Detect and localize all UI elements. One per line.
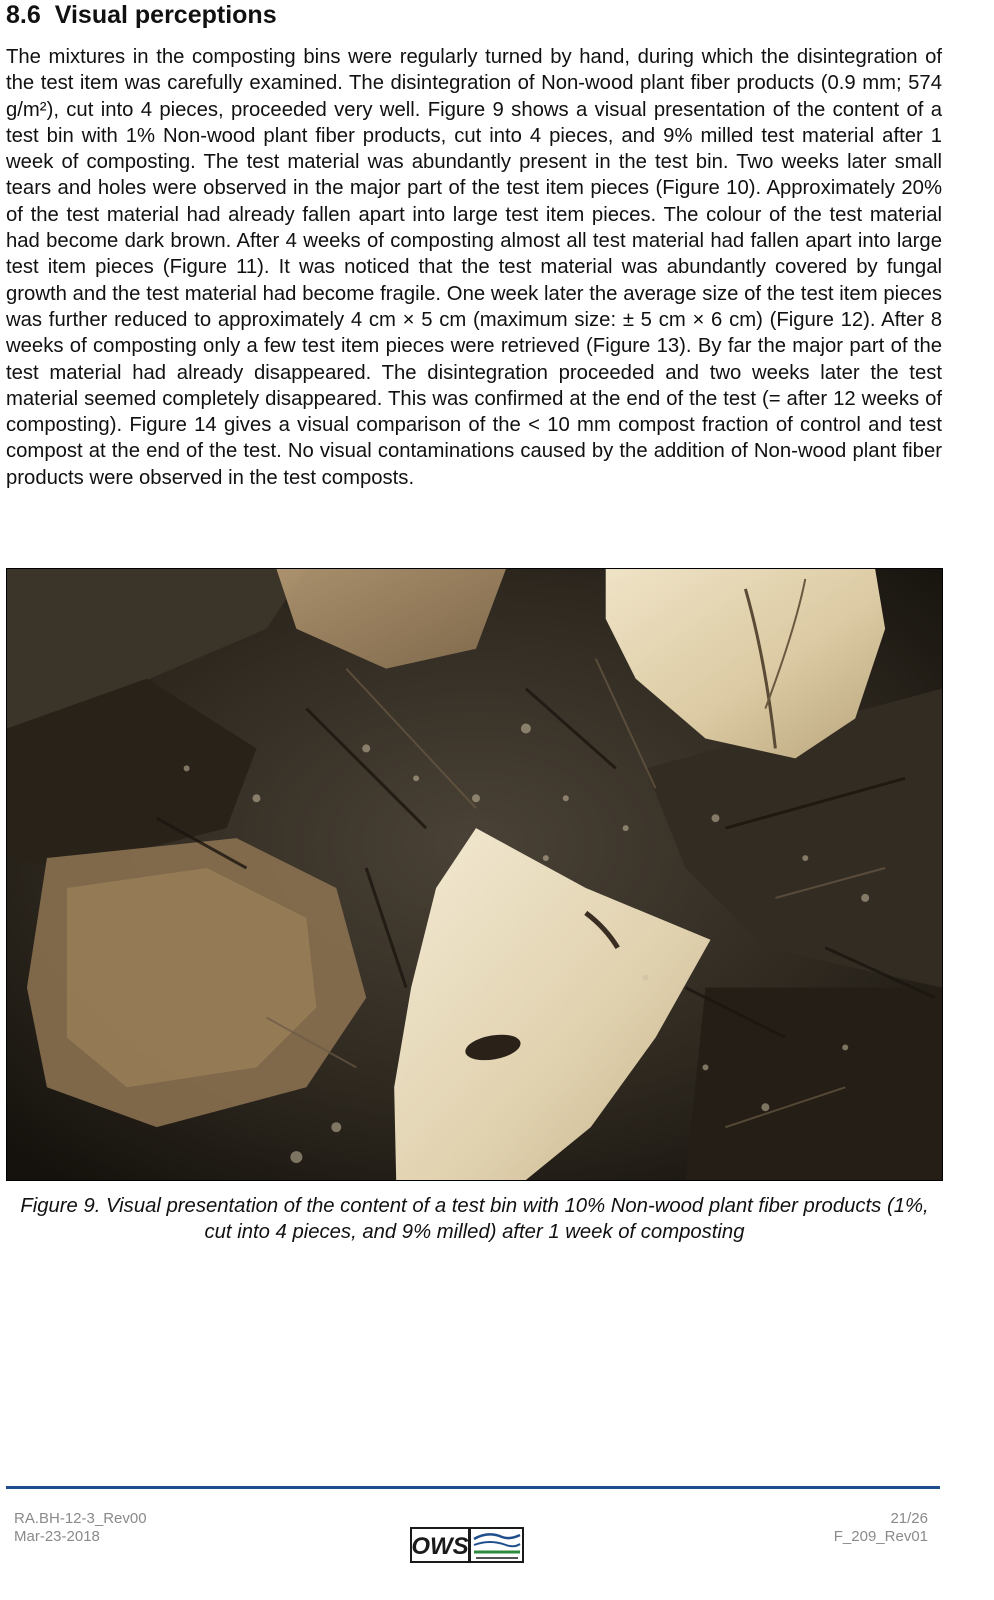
footer-divider [6,1486,940,1489]
section-number: 8.6 [6,1,41,29]
body-paragraph: The mixtures in the composting bins were regularly turned by hand, during which the disintegration of the test item was carefully examined. The disintegration of Non-wood plant fiber products (0.9 mm; 574 g/m²), cut into 4 pieces, proceeded very well. Figure 9 shows a visual presentation of the content of a test bin with 1% Non-wood plant fiber products, cut into 4 pieces, and 9% milled test material after 1 week of composting. The test material was abundantly present in the test bin. Two weeks later small tears and holes were observed in the major part of the test item pieces (Figure 10). Approximately 20% of the test material had already fallen apart into large test item pieces. The colour of the test material had become dark brown. After 4 weeks of composting almost all test material had fallen apart into large test item pieces (Figure 11). It was noticed that the test material was abundantly covered by fungal growth and the test material had become fragile. One week later the average size of the test item pieces was further reduced to approximately 4 cm × 5 cm (maximum size: ± 5 cm × 6 cm) (Figure 12). After 8 weeks of composting only a few test item pieces were retrieved (Figure 13). By far the major part of the test material had already disappeared. The disintegration proceeded and two weeks later the test material seemed completely disappeared. This was confirmed at the end of the test (= after 12 weeks of composting). Figure 14 gives a visual comparison of the < 10 mm compost fraction of control and test compost at the end of the test. No visual contaminations caused by the addition of Non-wood plant fiber products were observed in the test composts. [6,46,942,489]
page-number: 21/26 [890,1510,928,1527]
figure-caption: Figure 9. Visual presentation of the content of a test bin with 10% Non-wood plant fiber products (1%, cut into 4 pieces, and 9% milled) after 1 week of composting [20,1195,929,1243]
footer-left [14,1510,147,1546]
document-id: RA.BH-12-3_Rev00 [14,1510,147,1527]
document-date: Mar-23-2018 [14,1528,100,1545]
footer-right [834,1510,928,1546]
section-title: Visual perceptions [54,1,277,29]
compost-photo [6,568,943,1181]
compost-photo-illustration [7,569,942,1180]
svg-text:OWS: OWS [411,1533,469,1560]
section-heading [6,0,277,30]
form-id: F_209_Rev01 [833,1528,928,1545]
ows-logo-icon [410,1527,524,1563]
